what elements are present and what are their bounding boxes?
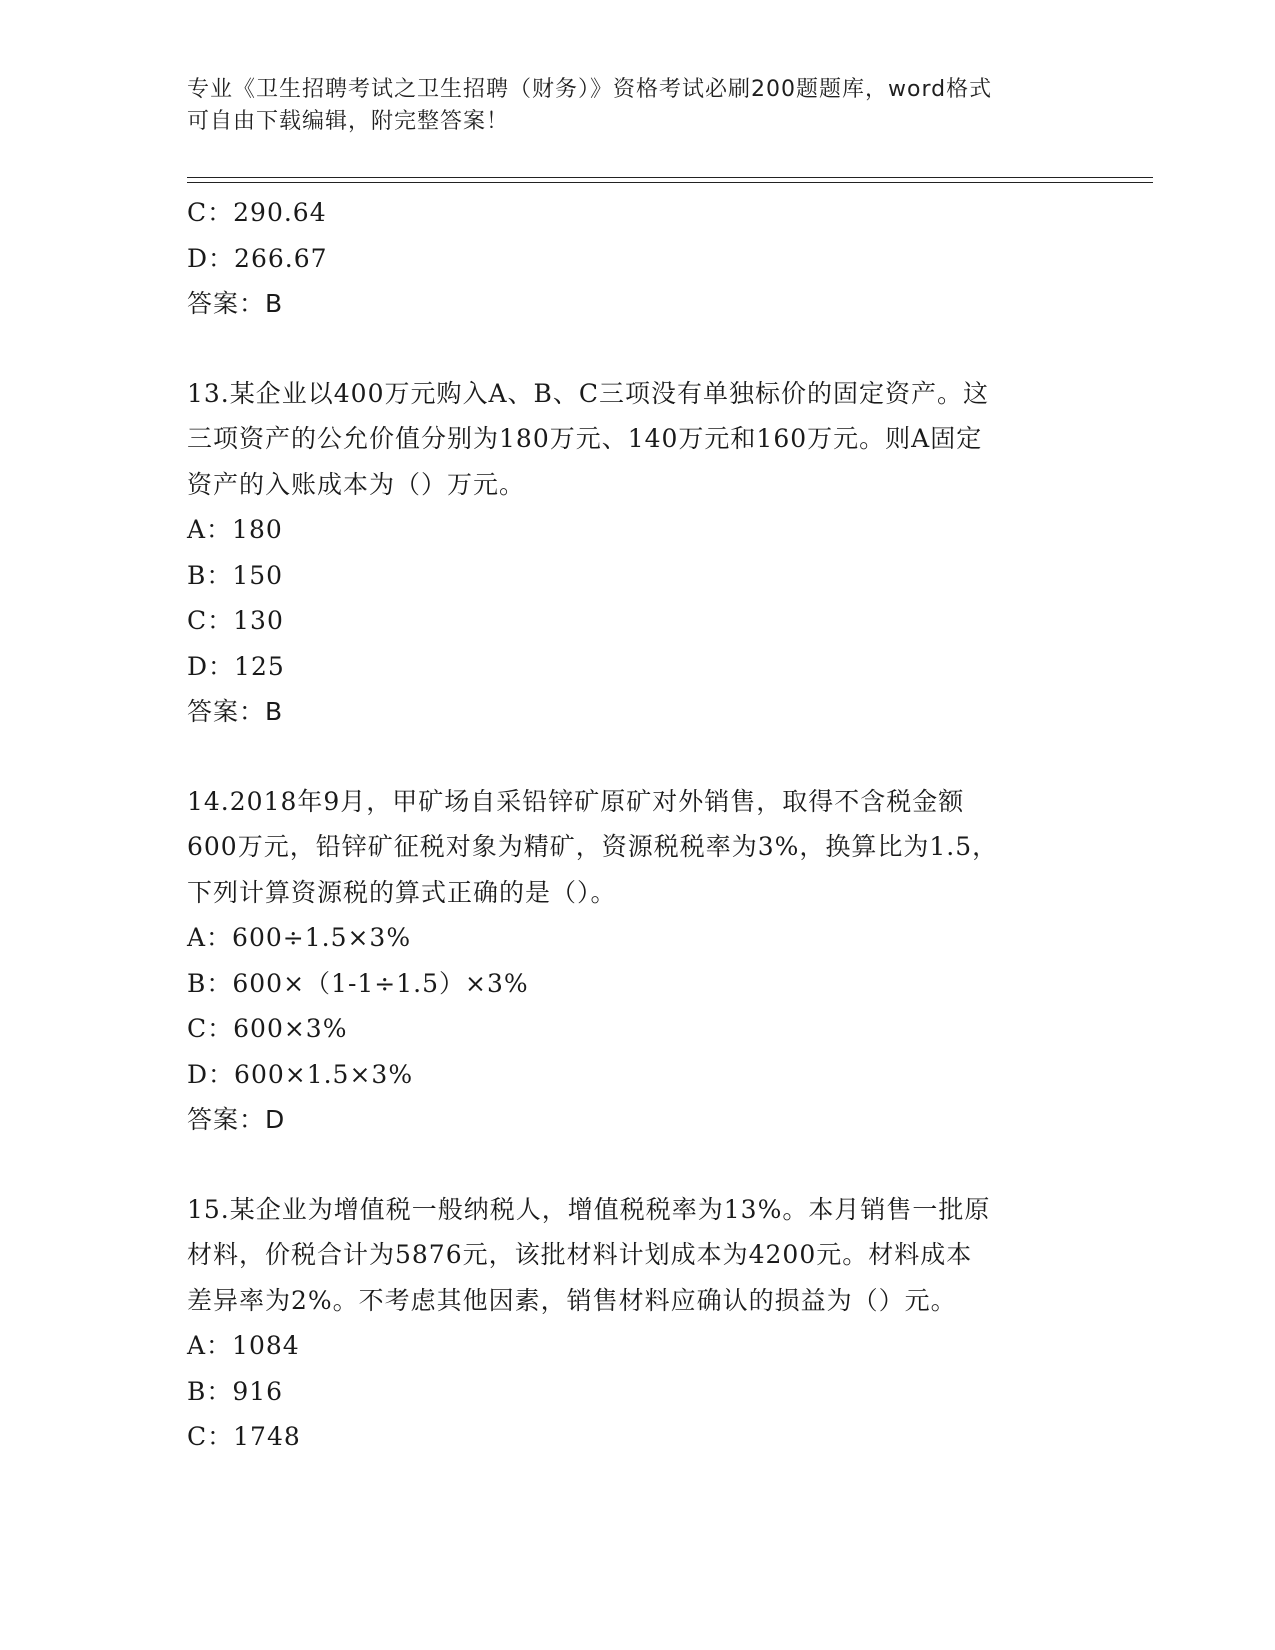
question-content: [187, 190, 1087, 1460]
option-c: C：290.64: [187, 198, 327, 227]
header-line-2: 可自由下载编辑，附完整答案！: [187, 109, 510, 134]
question-stem-line: 14.2018年9月，甲矿场自采铅锌矿原矿对外销售，取得不含税金额: [187, 786, 965, 816]
header-line-1: 专业《卫生招聘考试之卫生招聘（财务）》资格考试必刷200题题库，word格式: [187, 77, 993, 102]
question-stem-line: 三项资产的公允价值分别为180万元、140万元和160万元。则A固定: [187, 424, 983, 453]
question-stem-line: 600万元，铅锌矿征税对象为精矿，资源税税率为3%，换算比为1.5，: [187, 832, 999, 861]
option-a: A：1084: [187, 1331, 300, 1360]
option-d: D：600×1.5×3%: [187, 1059, 414, 1089]
question-stem-line: 15.某企业为增值税一般纳税人，增值税税率为13%。本月销售一批原: [187, 1194, 991, 1224]
answer: 答案：B: [187, 289, 284, 318]
answer: 答案：B: [187, 697, 284, 726]
option-c: C：130: [187, 606, 284, 635]
spacer: [187, 327, 1087, 371]
option-b: B：916: [187, 1376, 284, 1406]
spacer: [187, 735, 1087, 779]
option-a: A：600÷1.5×3%: [187, 923, 412, 952]
question-stem-line: 资产的入账成本为（）万元。: [187, 469, 526, 499]
question-14: [187, 779, 1087, 1143]
option-c: C：600×3%: [187, 1014, 348, 1043]
question-stem-line: 差异率为2%。不考虑其他因素，销售材料应确认的损益为（）元。: [187, 1285, 957, 1315]
option-d: D：125: [187, 651, 285, 681]
spacer: [187, 1143, 1087, 1187]
answer: 答案：D: [187, 1105, 286, 1134]
option-b: B：600×（1-1÷1.5）×3%: [187, 968, 529, 998]
question-15: [187, 1187, 1087, 1460]
option-d: D：266.67: [187, 243, 328, 273]
page-header: [187, 74, 1067, 138]
question-stem-line: 下列计算资源税的算式正确的是（）。: [187, 877, 617, 907]
question-stem-line: 材料，价税合计为5876元，该批材料计划成本为4200元。材料成本: [187, 1240, 973, 1269]
previous-question-tail: [187, 190, 1087, 327]
option-c: C：1748: [187, 1422, 301, 1451]
option-b: B：150: [187, 560, 284, 590]
question-stem-line: 13.某企业以400万元购入A、B、C三项没有单独标价的固定资产。这: [187, 378, 990, 408]
header-divider-bottom: [187, 182, 1153, 183]
option-a: A：180: [187, 515, 283, 544]
header-divider-top: [187, 177, 1153, 178]
question-13: [187, 371, 1087, 735]
